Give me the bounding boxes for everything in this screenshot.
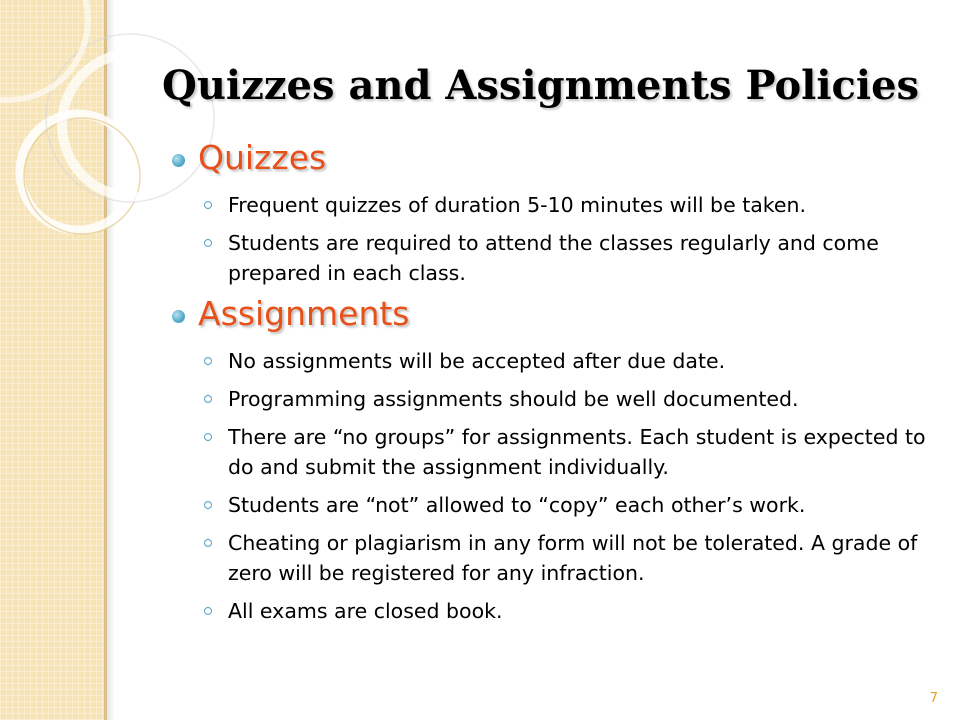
slide-content	[172, 136, 932, 626]
hollow-circle-bullet-icon	[204, 201, 212, 209]
hollow-circle-bullet-icon	[204, 501, 212, 509]
slide-title: Quizzes and Assignments Policies	[162, 62, 920, 109]
hollow-circle-bullet-icon	[204, 395, 212, 403]
section-heading-row	[172, 292, 932, 338]
section-heading: Quizzes	[198, 138, 327, 177]
list-item	[172, 228, 932, 288]
list-item-text: Cheating or plagiarism in any form will not be tolerated. A grade of zero will be registered for any infraction.	[228, 531, 918, 585]
filled-circle-bullet-icon	[172, 154, 185, 167]
list-item	[172, 422, 932, 482]
list-item-text: There are “no groups” for assignments. Each student is expected to do and submit the assignment individually.	[228, 425, 926, 479]
list-item-text: No assignments will be accepted after due date.	[228, 349, 726, 373]
hollow-circle-bullet-icon	[204, 239, 212, 247]
list-item-text: Students are “not” allowed to “copy” each other’s work.	[228, 493, 806, 517]
list-item-text: Frequent quizzes of duration 5-10 minutes will be taken.	[228, 193, 807, 217]
bullet-list	[172, 346, 932, 626]
section-heading: Assignments	[198, 294, 410, 333]
filled-circle-bullet-icon	[172, 310, 185, 323]
hollow-circle-bullet-icon	[204, 357, 212, 365]
bullet-list	[172, 190, 932, 288]
list-item	[172, 490, 932, 520]
list-item	[172, 384, 932, 414]
page-number: 7	[929, 691, 938, 706]
hollow-circle-bullet-icon	[204, 433, 212, 441]
list-item	[172, 346, 932, 376]
section-heading-row	[172, 136, 932, 182]
list-item-text: Students are required to attend the classes regularly and come prepared in each class.	[228, 231, 879, 285]
list-item-text: All exams are closed book.	[228, 599, 503, 623]
hollow-circle-bullet-icon	[204, 607, 212, 615]
list-item	[172, 596, 932, 626]
list-item	[172, 190, 932, 220]
section-quizzes	[172, 136, 932, 288]
section-assignments	[172, 292, 932, 626]
hollow-circle-bullet-icon	[204, 539, 212, 547]
list-item-text: Programming assignments should be well documented.	[228, 387, 799, 411]
list-item	[172, 528, 932, 588]
